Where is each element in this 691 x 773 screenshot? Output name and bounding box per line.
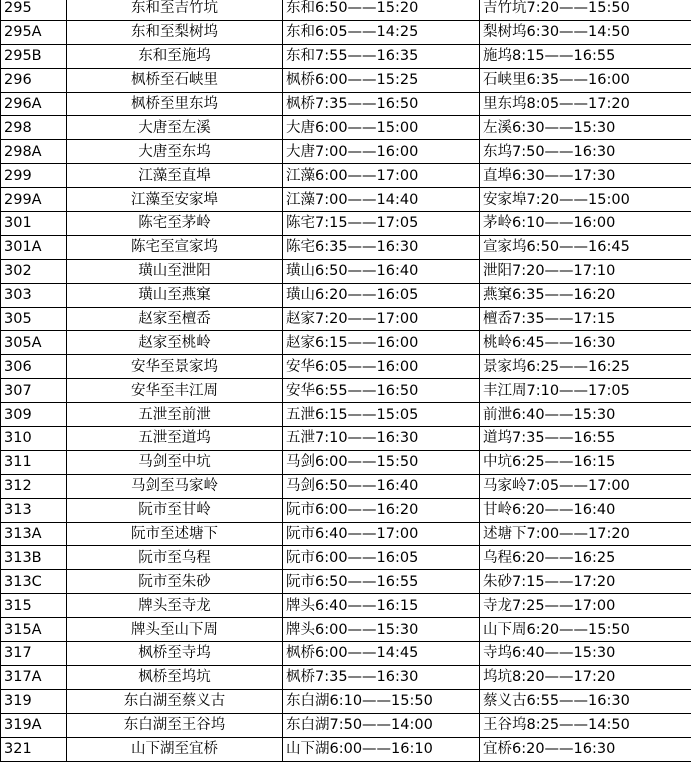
departure-b-cell: 述塘下7:00——17:20 [480,522,691,546]
table-row [1,594,691,618]
departure-b-cell: 寺坞6:40——15:30 [480,642,691,666]
route-name-cell: 枫桥至坞坑 [67,665,283,689]
table-row [1,188,691,212]
route-name-cell: 五泄至道坞 [67,427,283,451]
departure-b-cell: 乌程6:20——16:25 [480,546,691,570]
departure-a-cell: 东白湖6:10——15:50 [283,689,480,713]
departure-a-cell: 东白湖7:50——14:00 [283,713,480,737]
departure-a-cell: 阮市6:50——16:55 [283,570,480,594]
departure-a-cell: 安华6:55——16:50 [283,379,480,403]
departure-a-cell: 马剑6:00——15:50 [283,450,480,474]
route-name-cell: 大唐至东坞 [67,140,283,164]
route-name-cell: 马剑至马家岭 [67,474,283,498]
departure-b-cell: 施坞8:15——16:55 [480,44,691,68]
route-number-cell: 296A [1,92,67,116]
route-name-cell: 枫桥至石峡里 [67,68,283,92]
departure-b-cell: 甘岭6:20——16:40 [480,498,691,522]
route-number-cell: 298 [1,116,67,140]
table-row [1,427,691,451]
route-name-cell: 陈宅至宣家坞 [67,235,283,259]
route-name-cell: 赵家至檀岙 [67,307,283,331]
table-row [1,713,691,737]
route-number-cell: 313C [1,570,67,594]
route-name-cell: 阮市至甘岭 [67,498,283,522]
route-name-cell: 阮市至朱砂 [67,570,283,594]
route-name-cell: 东白湖至王谷坞 [67,713,283,737]
table-row [1,212,691,236]
route-number-cell: 295A [1,20,67,44]
departure-a-cell: 大唐6:00——15:00 [283,116,480,140]
table-row [1,403,691,427]
departure-a-cell: 江藻6:00——17:00 [283,164,480,188]
departure-b-cell: 前泄6:40——15:30 [480,403,691,427]
departure-b-cell: 蔡义古6:55——16:30 [480,689,691,713]
departure-a-cell: 陈宅6:35——16:30 [283,235,480,259]
table-row [1,20,691,44]
route-number-cell: 307 [1,379,67,403]
table-row [1,689,691,713]
route-name-cell: 东白湖至蔡义古 [67,689,283,713]
departure-b-cell: 东坞7:50——16:30 [480,140,691,164]
route-number-cell: 301 [1,212,67,236]
route-name-cell: 枫桥至寺坞 [67,642,283,666]
departure-a-cell: 阮市6:40——17:00 [283,522,480,546]
route-number-cell: 311 [1,450,67,474]
table-row [1,331,691,355]
route-number-cell: 301A [1,235,67,259]
departure-a-cell: 枫桥7:35——16:30 [283,665,480,689]
route-name-cell: 五泄至前泄 [67,403,283,427]
table-row [1,618,691,642]
departure-b-cell: 宜桥6:20——16:30 [480,737,691,761]
departure-a-cell: 东和6:50——15:20 [283,0,480,20]
route-number-cell: 296 [1,68,67,92]
departure-b-cell: 燕窠6:35——16:20 [480,283,691,307]
departure-a-cell: 牌头6:00——15:30 [283,618,480,642]
route-number-cell: 303 [1,283,67,307]
departure-b-cell: 中坑6:25——16:15 [480,450,691,474]
route-number-cell: 313 [1,498,67,522]
departure-a-cell: 五泄6:15——15:05 [283,403,480,427]
route-number-cell: 302 [1,259,67,283]
table-row [1,44,691,68]
table-row [1,546,691,570]
route-name-cell: 阮市至述塘下 [67,522,283,546]
route-name-cell: 陈宅至茅岭 [67,212,283,236]
departure-a-cell: 牌头6:40——16:15 [283,594,480,618]
departure-b-cell: 左溪6:30——15:30 [480,116,691,140]
route-name-cell: 东和至吉竹坑 [67,0,283,20]
route-name-cell: 马剑至中坑 [67,450,283,474]
route-name-cell: 阮市至乌程 [67,546,283,570]
route-name-cell: 山下湖至宜桥 [67,737,283,761]
route-number-cell: 309 [1,403,67,427]
table-row [1,665,691,689]
departure-a-cell: 安华6:05——16:00 [283,355,480,379]
route-name-cell: 安华至丰江周 [67,379,283,403]
departure-b-cell: 吉竹坑7:20——15:50 [480,0,691,20]
departure-a-cell: 枫桥6:00——15:25 [283,68,480,92]
table-row [1,474,691,498]
table-row [1,642,691,666]
table-row [1,570,691,594]
departure-a-cell: 赵家7:20——17:00 [283,307,480,331]
route-number-cell: 299A [1,188,67,212]
table-row [1,283,691,307]
table-row [1,450,691,474]
table-row [1,498,691,522]
route-number-cell: 317 [1,642,67,666]
route-name-cell: 江藻至安家埠 [67,188,283,212]
table-row [1,92,691,116]
table-row [1,164,691,188]
departure-a-cell: 璜山6:50——16:40 [283,259,480,283]
route-name-cell: 牌头至寺龙 [67,594,283,618]
route-number-cell: 306 [1,355,67,379]
route-number-cell: 310 [1,427,67,451]
route-number-cell: 295B [1,44,67,68]
departure-b-cell: 马家岭7:05——17:00 [480,474,691,498]
table-row [1,0,691,20]
departure-a-cell: 江藻7:00——14:40 [283,188,480,212]
route-number-cell: 315 [1,594,67,618]
departure-b-cell: 桃岭6:45——16:30 [480,331,691,355]
departure-a-cell: 枫桥6:00——14:45 [283,642,480,666]
route-number-cell: 313A [1,522,67,546]
departure-b-cell: 石峡里6:35——16:00 [480,68,691,92]
route-number-cell: 319 [1,689,67,713]
departure-b-cell: 朱砂7:15——17:20 [480,570,691,594]
route-name-cell: 牌头至山下周 [67,618,283,642]
departure-a-cell: 阮市6:00——16:05 [283,546,480,570]
route-number-cell: 298A [1,140,67,164]
route-number-cell: 295 [1,0,67,20]
route-number-cell: 321 [1,737,67,761]
departure-a-cell: 马剑6:50——16:40 [283,474,480,498]
route-name-cell: 璜山至泄阳 [67,259,283,283]
table-row [1,140,691,164]
departure-b-cell: 泄阳7:20——17:10 [480,259,691,283]
departure-b-cell: 道坞7:35——16:55 [480,427,691,451]
departure-a-cell: 东和6:05——14:25 [283,20,480,44]
departure-b-cell: 檀岙7:35——17:15 [480,307,691,331]
route-number-cell: 299 [1,164,67,188]
departure-b-cell: 安家埠7:20——15:00 [480,188,691,212]
departure-a-cell: 山下湖6:00——16:10 [283,737,480,761]
schedule-rows [1,0,691,761]
departure-b-cell: 山下周6:20——15:50 [480,618,691,642]
departure-b-cell: 茅岭6:10——16:00 [480,212,691,236]
departure-b-cell: 梨树坞6:30——14:50 [480,20,691,44]
table-row [1,307,691,331]
departure-b-cell: 王谷坞8:25——14:50 [480,713,691,737]
departure-a-cell: 大唐7:00——16:00 [283,140,480,164]
departure-b-cell: 景家坞6:25——16:25 [480,355,691,379]
route-name-cell: 大唐至左溪 [67,116,283,140]
departure-b-cell: 宣家坞6:50——16:45 [480,235,691,259]
table-row [1,379,691,403]
route-name-cell: 枫桥至里东坞 [67,92,283,116]
table-row [1,235,691,259]
route-number-cell: 305 [1,307,67,331]
route-number-cell: 305A [1,331,67,355]
departure-b-cell: 寺龙7:25——17:00 [480,594,691,618]
route-number-cell: 317A [1,665,67,689]
route-name-cell: 赵家至桃岭 [67,331,283,355]
departure-b-cell: 直埠6:30——17:30 [480,164,691,188]
route-number-cell: 319A [1,713,67,737]
departure-a-cell: 东和7:55——16:35 [283,44,480,68]
table-row [1,737,691,761]
route-number-cell: 312 [1,474,67,498]
route-name-cell: 东和至梨树坞 [67,20,283,44]
route-number-cell: 315A [1,618,67,642]
table-row [1,259,691,283]
route-name-cell: 璜山至燕窠 [67,283,283,307]
table-row [1,355,691,379]
departure-b-cell: 丰江周7:10——17:05 [480,379,691,403]
table-row [1,116,691,140]
departure-a-cell: 枫桥7:35——16:50 [283,92,480,116]
route-number-cell: 313B [1,546,67,570]
departure-a-cell: 赵家6:15——16:00 [283,331,480,355]
table-row [1,68,691,92]
route-name-cell: 安华至景家坞 [67,355,283,379]
route-name-cell: 东和至施坞 [67,44,283,68]
route-name-cell: 江藻至直埠 [67,164,283,188]
departure-a-cell: 璜山6:20——16:05 [283,283,480,307]
table-row [1,522,691,546]
departure-b-cell: 里东坞8:05——17:20 [480,92,691,116]
departure-a-cell: 陈宅7:15——17:05 [283,212,480,236]
departure-a-cell: 五泄7:10——16:30 [283,427,480,451]
departure-a-cell: 阮市6:00——16:20 [283,498,480,522]
departure-b-cell: 坞坑8:20——17:20 [480,665,691,689]
